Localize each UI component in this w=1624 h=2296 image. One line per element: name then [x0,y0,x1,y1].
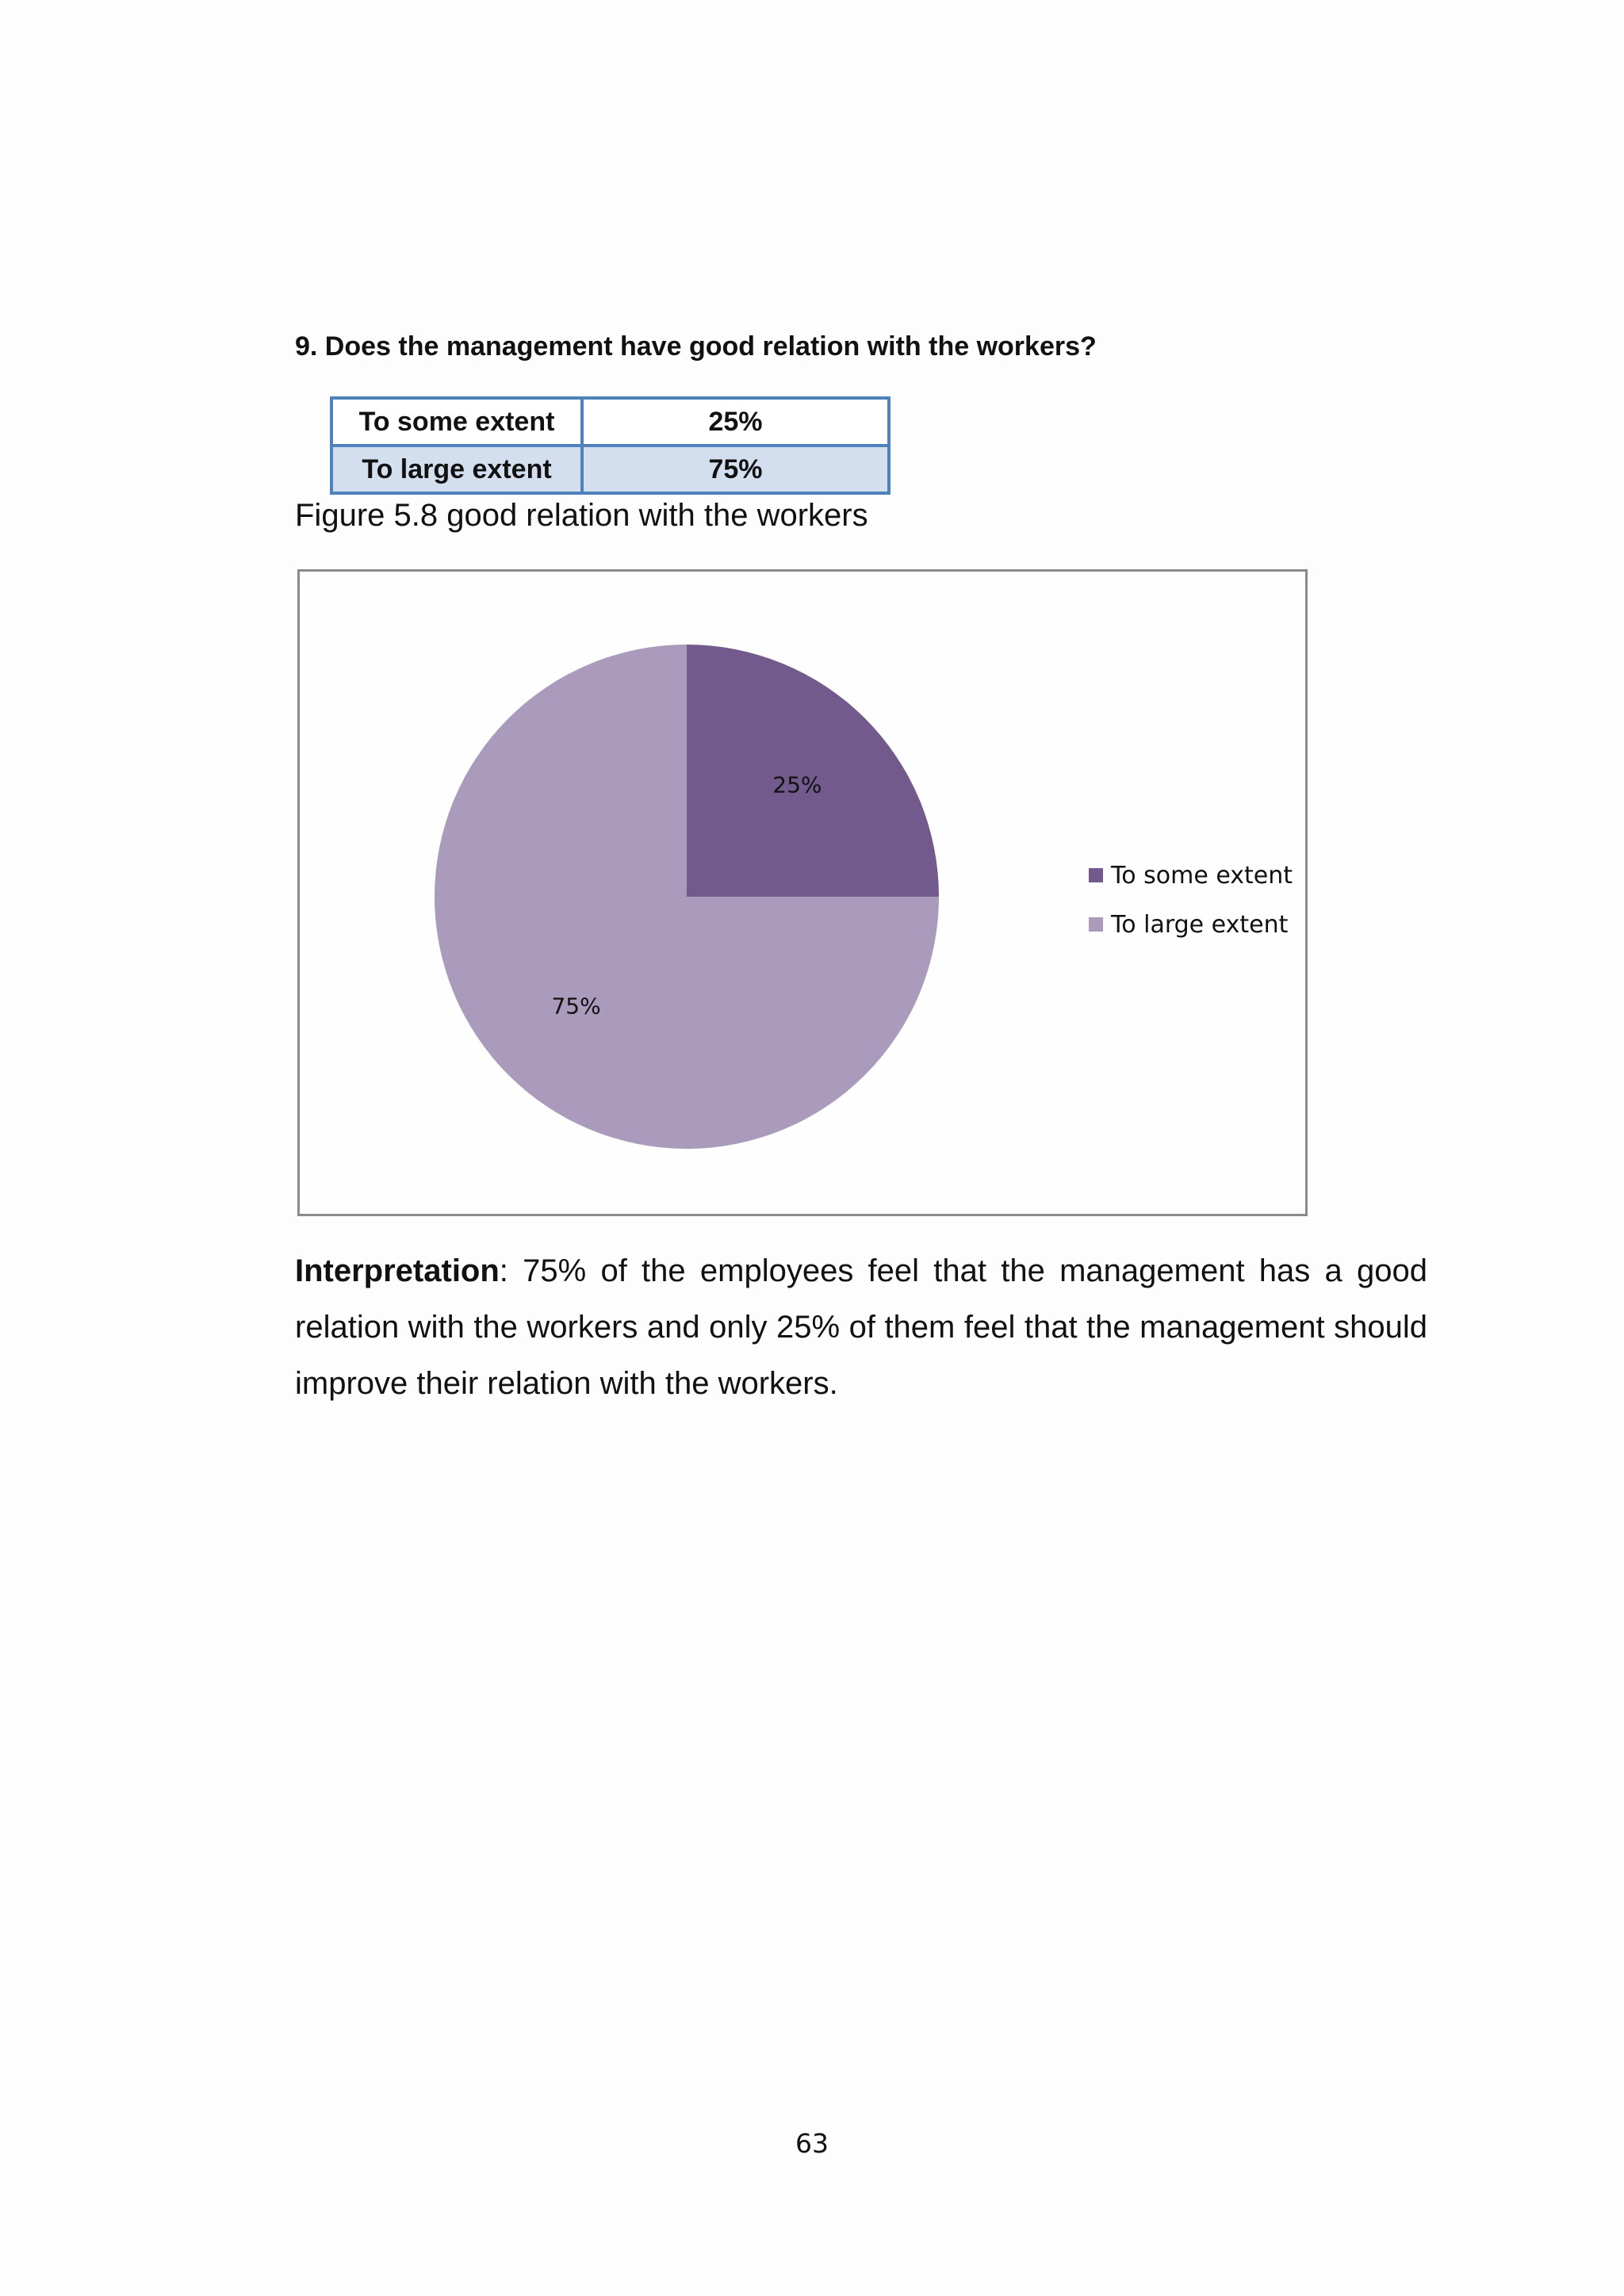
pie-data-label: 75% [551,993,601,1020]
table-row [331,398,889,446]
legend-item [1089,851,1293,900]
legend-label: To some extent [1111,861,1293,890]
chart-legend [1089,851,1293,949]
interpretation-text: : 75% of the employees feel that the management has a good relation with the workers and only 25% of them feel that the management should improve their relation with the workers. [295,1253,1427,1401]
pie-slice [687,645,939,897]
question-heading: 9. Does the management have good relation with the workers? [295,331,1097,362]
legend-swatch [1089,917,1103,932]
page-number: 63 [795,2128,829,2159]
pie-data-label: 25% [772,771,822,798]
legend-label: To large extent [1111,910,1289,939]
legend-swatch [1089,868,1103,882]
table-cell-label: To some extent [331,398,582,446]
table-cell-value: 75% [582,446,889,493]
interpretation-paragraph [295,1243,1427,1412]
table-row [331,446,889,493]
response-table [330,396,891,495]
table-cell-value: 25% [582,398,889,446]
legend-item [1089,900,1293,949]
table-cell-label: To large extent [331,446,582,493]
pie-chart-container [297,569,1308,1216]
interpretation-label: Interpretation [295,1253,500,1288]
figure-caption: Figure 5.8 good relation with the workers [295,498,868,533]
